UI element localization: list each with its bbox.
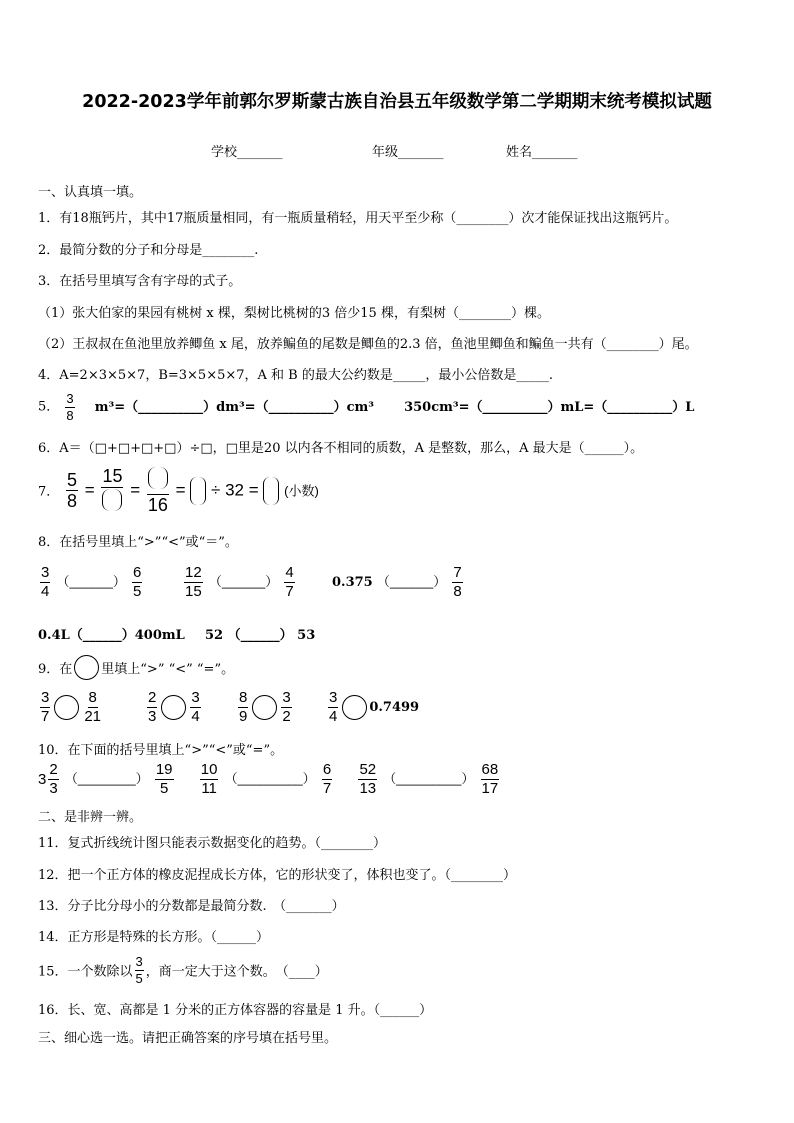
fraction: 15 xyxy=(101,467,123,515)
question-10: 10．在下面的括号里填上“>”“<”或“=”。 xyxy=(38,743,284,758)
name-field: 姓名_______ xyxy=(506,145,578,160)
section-3-heading: 三、细心选一选。请把正确答案的序号填在括号里。 xyxy=(38,1031,338,1046)
question-8-item-2 xyxy=(182,565,297,600)
question-3: 3．在括号里填写含有字母的式子。 xyxy=(38,274,242,289)
school-field: 学校_______ xyxy=(211,145,283,160)
answer-blank[interactable]: （_________） xyxy=(224,770,316,786)
section-1-heading: 一、认真填一填。 xyxy=(38,185,143,200)
question-9-pre: 9．在 xyxy=(38,662,73,677)
decimal-value: 0.375 xyxy=(332,574,373,590)
question-number: 5． xyxy=(38,399,60,415)
question-9-item-3 xyxy=(236,690,294,725)
fraction: $\frac{52}{13}$ xyxy=(359,761,377,797)
question-4: 4．A=2×3×5×7，B=3×5×5×7，A 和 B 的最大公约数是_____，最小公倍数是_____. xyxy=(38,368,553,383)
question-9-item-4 xyxy=(326,690,419,725)
equals-sign: = xyxy=(130,480,141,500)
fraction: $\frac{3}{4}$ xyxy=(191,689,200,725)
fraction: $\frac{19}{5}$ xyxy=(155,761,173,797)
grade-field: 年级_______ xyxy=(372,145,444,160)
answer-blank[interactable]: （______） xyxy=(56,573,126,589)
question-9-item-2 xyxy=(145,690,203,725)
fraction: $\frac{7}{8}$ xyxy=(453,564,462,600)
fraction: $\frac{3}{4}$ xyxy=(329,689,338,725)
question-8-item-1 xyxy=(38,565,144,600)
fraction: $\frac{2}{3}$ xyxy=(148,689,157,725)
whole-number: 3 xyxy=(38,770,47,788)
equals-sign: = xyxy=(84,480,95,500)
answer-blank[interactable]: （______） xyxy=(376,573,447,589)
blank-box[interactable] xyxy=(102,489,122,511)
fraction: $\frac{8}{9}$ xyxy=(239,689,248,725)
fraction: $\frac{8}{21}$ xyxy=(84,689,102,725)
question-1: 1．有18瓶钙片，其中17瓶质量相同，有一瓶质量稍轻，用天平至少称（________）次才能保证找出这瓶钙片。 xyxy=(38,211,678,226)
question-11: 11．复式折线统计图只能表示数据变化的趋势。（________） xyxy=(38,836,387,851)
question-6: 6．A＝（□+□+□+□）÷□，□里是20 以内各不相同的质数，A 是整数，那么，A 最大是（______）。 xyxy=(38,441,644,456)
circle-blank[interactable] xyxy=(252,695,277,720)
question-15 xyxy=(38,955,328,985)
fraction: $\frac{2}{3}$ xyxy=(49,761,58,797)
fraction: $\frac{4}{7}$ xyxy=(285,564,294,600)
equals-sign: = xyxy=(175,480,186,500)
fraction: $\frac{3}{7}$ xyxy=(41,689,50,725)
circle-blank[interactable] xyxy=(161,695,186,720)
fraction: $\frac{5}{8}$ xyxy=(67,469,78,512)
decimal-value: 0.7499 xyxy=(369,699,420,715)
section-2-heading: 二、是非辨一辨。 xyxy=(38,810,143,825)
fraction: $\frac{12}{15}$ xyxy=(185,564,202,600)
question-16: 16．长、宽、高都是 1 分米的正方体容器的容量是 1 升。（______） xyxy=(38,1003,433,1018)
question-8-item-3 xyxy=(332,565,465,600)
question-2: 2．最简分数的分子和分母是________. xyxy=(38,243,259,258)
answer-blank[interactable]: （______） xyxy=(208,573,279,589)
question-5-part-1: m³=（__________）dm³=（__________）cm³ xyxy=(94,399,374,415)
question-9-post: 里填上“>” “<” “=”。 xyxy=(101,662,235,677)
question-number: 7． xyxy=(38,484,60,500)
question-9-item-1 xyxy=(38,690,104,725)
decimal-note: (小数) xyxy=(284,483,319,499)
fraction: $\frac{3}{2}$ xyxy=(282,689,291,725)
circle-blank[interactable] xyxy=(342,695,367,720)
question-8-item-5: 52 （______） 53 xyxy=(205,628,316,643)
question-13: 13．分子比分母小的分数都是最简分数. （_______） xyxy=(38,899,345,914)
question-15-post: ，商一定大于这个数。 （____） xyxy=(145,964,328,980)
question-12: 12．把一个正方体的橡皮泥捏成长方体，它的形状变了，体积也变了。（________） xyxy=(38,868,517,883)
fraction: $\frac{68}{17}$ xyxy=(481,761,499,797)
division-text: ÷ 32 = xyxy=(211,480,259,500)
answer-blank[interactable]: （________） xyxy=(64,770,149,786)
fraction: $\frac{10}{11}$ xyxy=(200,761,218,797)
blank-box[interactable] xyxy=(263,477,279,505)
answer-blank[interactable]: （_________） xyxy=(383,770,475,786)
circle-blank xyxy=(74,655,99,680)
blank-box[interactable] xyxy=(148,467,168,489)
question-15-pre: 15．一个数除以 xyxy=(38,964,133,980)
fraction: $\frac{6}{5}$ xyxy=(133,564,142,600)
question-8: 8．在括号里填上“>”“<”或“＝”。 xyxy=(38,535,238,550)
question-9 xyxy=(38,655,234,680)
fraction: $\frac{6}{7}$ xyxy=(322,761,332,797)
circle-blank[interactable] xyxy=(54,695,79,720)
question-8-item-4: 0.4L（______）400mL xyxy=(38,628,185,643)
fraction: $\frac{3}{4}$ xyxy=(41,564,50,600)
page-title: 2022-2023学年前郭尔罗斯蒙古族自治县五年级数学第二学期期末统考模拟试题 xyxy=(82,92,712,112)
fraction: $\frac{3}{8}$ xyxy=(66,391,74,423)
question-5 xyxy=(38,392,694,422)
question-3-part-1: （1）张大伯家的果园有桃树 x 棵，梨树比桃树的3 倍少15 棵，有梨树（________）棵。 xyxy=(38,306,550,321)
question-10-items xyxy=(38,762,501,797)
question-14: 14．正方形是特殊的长方形。（______） xyxy=(38,930,270,945)
question-3-part-2: （2）王叔叔在鱼池里放养鲫鱼 x 尾，放养鳊鱼的尾数是鲫鱼的2.3 倍，鱼池里鲫鱼和鳊鱼一共有（________）尾。 xyxy=(38,337,698,352)
fraction: 16 xyxy=(147,467,169,515)
question-5-part-2: 350cm³=（__________）mL=（__________）L xyxy=(404,399,695,415)
fraction: $\frac{3}{5}$ xyxy=(135,954,143,986)
blank-box[interactable] xyxy=(190,477,206,505)
question-7 xyxy=(38,467,319,515)
